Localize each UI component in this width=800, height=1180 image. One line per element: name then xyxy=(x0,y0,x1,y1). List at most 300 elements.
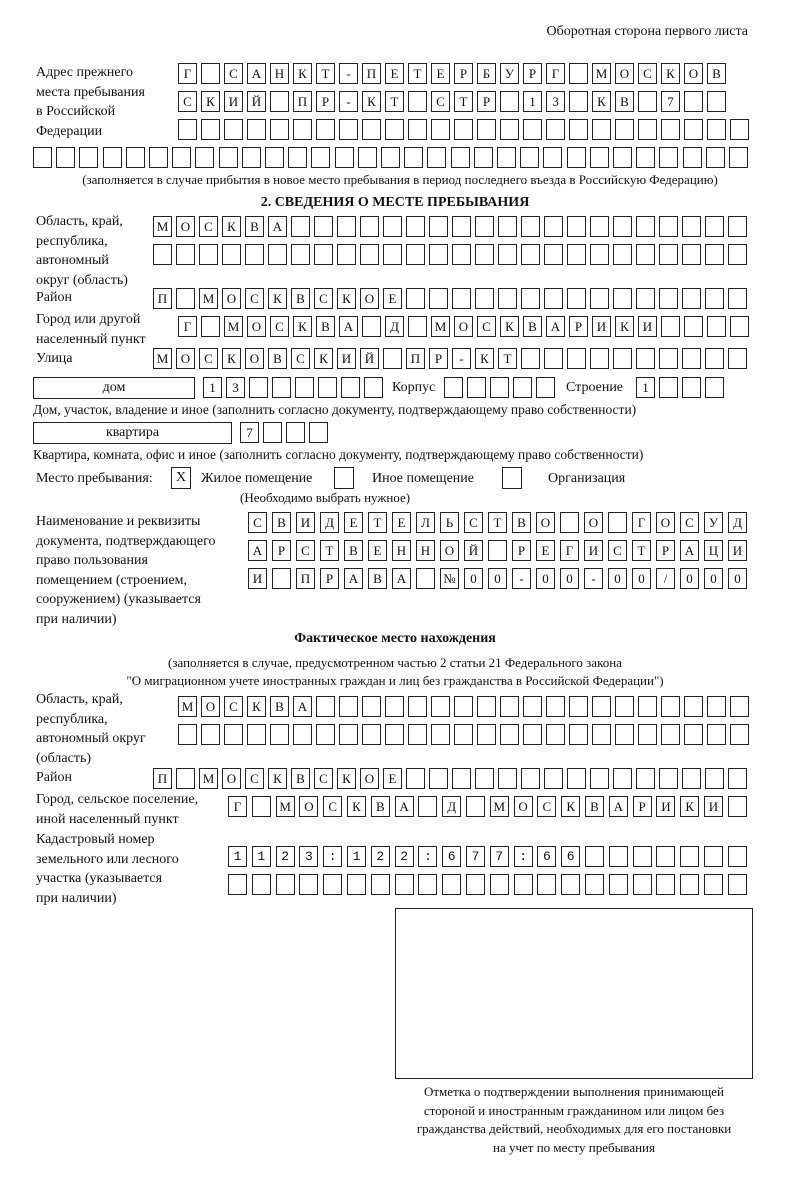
char-cell[interactable] xyxy=(661,119,680,140)
char-cell[interactable] xyxy=(442,846,461,867)
char-cell[interactable]: О xyxy=(454,316,473,337)
char-cell[interactable]: 0 xyxy=(560,568,579,589)
char-cell[interactable] xyxy=(567,216,586,237)
char-cell[interactable] xyxy=(252,796,271,817)
char-cell[interactable] xyxy=(592,696,611,717)
char-cell[interactable]: В xyxy=(615,91,634,112)
char-cell[interactable]: Й xyxy=(360,348,379,369)
char-cell[interactable] xyxy=(730,316,749,337)
char-cell[interactable] xyxy=(228,874,247,895)
char-cell[interactable] xyxy=(364,377,383,398)
char-cell[interactable]: Н xyxy=(416,540,435,561)
char-cell[interactable] xyxy=(406,768,425,789)
char-cell[interactable] xyxy=(537,874,556,895)
char-cell[interactable] xyxy=(452,244,471,265)
char-cell[interactable]: С xyxy=(323,796,342,817)
char-cell[interactable] xyxy=(500,91,519,112)
char-cell[interactable]: Г xyxy=(632,512,651,533)
char-cell[interactable]: Е xyxy=(431,63,450,84)
char-cell[interactable] xyxy=(263,422,282,443)
char-cell[interactable] xyxy=(615,696,634,717)
char-cell[interactable]: О xyxy=(201,696,220,717)
char-cell[interactable] xyxy=(659,348,678,369)
char-cell[interactable] xyxy=(659,216,678,237)
char-cell[interactable] xyxy=(520,147,539,168)
char-cell[interactable] xyxy=(126,147,145,168)
char-cell[interactable] xyxy=(661,316,680,337)
char-cell[interactable] xyxy=(513,377,532,398)
char-cell[interactable]: 3 xyxy=(546,91,565,112)
char-cell[interactable] xyxy=(569,63,588,84)
char-cell[interactable] xyxy=(705,216,724,237)
char-cell[interactable]: А xyxy=(344,568,363,589)
char-cell[interactable]: С xyxy=(199,348,218,369)
char-cell[interactable] xyxy=(276,846,295,867)
stay-option-organization-checkbox[interactable] xyxy=(502,467,522,489)
char-cell[interactable] xyxy=(585,846,604,867)
char-cell[interactable] xyxy=(466,796,485,817)
char-cell[interactable]: И xyxy=(592,316,611,337)
char-cell[interactable] xyxy=(590,348,609,369)
char-cell[interactable] xyxy=(500,696,519,717)
char-cell[interactable]: М xyxy=(490,796,509,817)
stay-option-residential-checkbox[interactable]: X xyxy=(171,467,191,489)
char-cell[interactable]: С xyxy=(608,540,627,561)
char-cell[interactable]: Р xyxy=(454,63,473,84)
char-cell[interactable]: 0 xyxy=(464,568,483,589)
char-cell[interactable]: К xyxy=(561,796,580,817)
char-cell[interactable]: Е xyxy=(368,540,387,561)
char-cell[interactable] xyxy=(452,768,471,789)
char-cell[interactable] xyxy=(339,724,358,745)
char-cell[interactable] xyxy=(316,724,335,745)
char-cell[interactable]: Й xyxy=(464,540,483,561)
char-cell[interactable] xyxy=(567,348,586,369)
char-cell[interactable]: А xyxy=(680,540,699,561)
char-cell[interactable]: - xyxy=(339,91,358,112)
char-cell[interactable]: С xyxy=(537,796,556,817)
char-cell[interactable] xyxy=(636,288,655,309)
char-cell[interactable] xyxy=(408,696,427,717)
char-cell[interactable]: П xyxy=(406,348,425,369)
char-cell[interactable]: Г xyxy=(178,63,197,84)
char-cell[interactable] xyxy=(454,696,473,717)
char-cell[interactable] xyxy=(466,874,485,895)
char-cell[interactable] xyxy=(638,91,657,112)
char-cell[interactable]: В xyxy=(344,540,363,561)
char-cell[interactable]: В xyxy=(291,288,310,309)
char-cell[interactable]: И xyxy=(638,316,657,337)
char-cell[interactable] xyxy=(291,244,310,265)
char-cell[interactable] xyxy=(636,216,655,237)
char-cell[interactable] xyxy=(339,696,358,717)
char-cell[interactable] xyxy=(514,846,533,867)
char-cell[interactable] xyxy=(728,768,747,789)
char-cell[interactable] xyxy=(684,316,703,337)
char-cell[interactable] xyxy=(276,874,295,895)
char-cell[interactable] xyxy=(704,846,723,867)
char-cell[interactable]: Т xyxy=(408,63,427,84)
char-cell[interactable] xyxy=(337,244,356,265)
char-cell[interactable]: 1 xyxy=(523,91,542,112)
char-cell[interactable]: Е xyxy=(383,288,402,309)
char-cell[interactable] xyxy=(176,288,195,309)
char-cell[interactable]: К xyxy=(293,63,312,84)
char-cell[interactable] xyxy=(270,724,289,745)
char-cell[interactable]: У xyxy=(500,63,519,84)
char-cell[interactable]: К xyxy=(347,796,366,817)
char-cell[interactable]: Д xyxy=(728,512,747,533)
char-cell[interactable]: С xyxy=(245,768,264,789)
char-cell[interactable]: А xyxy=(546,316,565,337)
char-cell[interactable]: И xyxy=(584,540,603,561)
char-cell[interactable] xyxy=(544,768,563,789)
char-cell[interactable] xyxy=(615,119,634,140)
char-cell[interactable] xyxy=(682,288,701,309)
char-cell[interactable] xyxy=(638,119,657,140)
char-cell[interactable] xyxy=(339,119,358,140)
char-cell[interactable] xyxy=(569,91,588,112)
char-cell[interactable] xyxy=(659,244,678,265)
char-cell[interactable]: 0 xyxy=(680,568,699,589)
char-cell[interactable] xyxy=(656,846,675,867)
char-cell[interactable] xyxy=(590,768,609,789)
char-cell[interactable]: О xyxy=(247,316,266,337)
char-cell[interactable]: Е xyxy=(385,63,404,84)
char-cell[interactable]: А xyxy=(293,696,312,717)
char-cell[interactable]: С xyxy=(314,768,333,789)
char-cell[interactable]: О xyxy=(360,288,379,309)
char-cell[interactable] xyxy=(288,147,307,168)
char-cell[interactable] xyxy=(728,288,747,309)
char-cell[interactable] xyxy=(56,147,75,168)
char-cell[interactable]: К xyxy=(661,63,680,84)
char-cell[interactable] xyxy=(385,724,404,745)
char-cell[interactable] xyxy=(314,244,333,265)
char-cell[interactable] xyxy=(706,147,725,168)
char-cell[interactable] xyxy=(659,377,678,398)
char-cell[interactable] xyxy=(311,147,330,168)
char-cell[interactable]: Н xyxy=(392,540,411,561)
char-cell[interactable] xyxy=(592,119,611,140)
char-cell[interactable]: К xyxy=(314,348,333,369)
char-cell[interactable] xyxy=(201,316,220,337)
char-cell[interactable]: 0 xyxy=(728,568,747,589)
char-cell[interactable]: У xyxy=(704,512,723,533)
char-cell[interactable]: О xyxy=(222,768,241,789)
char-cell[interactable] xyxy=(521,348,540,369)
char-cell[interactable]: И xyxy=(704,796,723,817)
char-cell[interactable]: 0 xyxy=(632,568,651,589)
char-cell[interactable] xyxy=(636,244,655,265)
char-cell[interactable]: М xyxy=(199,768,218,789)
char-cell[interactable]: О xyxy=(615,63,634,84)
char-cell[interactable]: С xyxy=(680,512,699,533)
char-cell[interactable]: М xyxy=(178,696,197,717)
char-cell[interactable] xyxy=(299,846,318,867)
char-cell[interactable]: В xyxy=(316,316,335,337)
char-cell[interactable] xyxy=(730,119,749,140)
char-cell[interactable]: О xyxy=(536,512,555,533)
char-cell[interactable] xyxy=(201,63,220,84)
char-cell[interactable]: А xyxy=(248,540,267,561)
char-cell[interactable] xyxy=(521,768,540,789)
char-cell[interactable]: 1 xyxy=(636,377,655,398)
char-cell[interactable] xyxy=(268,244,287,265)
char-cell[interactable] xyxy=(656,874,675,895)
char-cell[interactable] xyxy=(561,874,580,895)
char-cell[interactable]: А xyxy=(609,796,628,817)
char-cell[interactable] xyxy=(475,288,494,309)
char-cell[interactable]: С xyxy=(178,91,197,112)
char-cell[interactable]: Д xyxy=(442,796,461,817)
char-cell[interactable]: В xyxy=(270,696,289,717)
char-cell[interactable] xyxy=(567,244,586,265)
char-cell[interactable] xyxy=(385,119,404,140)
char-cell[interactable]: Т xyxy=(632,540,651,561)
char-cell[interactable] xyxy=(543,147,562,168)
char-cell[interactable] xyxy=(429,216,448,237)
char-cell[interactable]: Р xyxy=(320,568,339,589)
char-cell[interactable] xyxy=(609,874,628,895)
char-cell[interactable] xyxy=(341,377,360,398)
char-cell[interactable]: Г xyxy=(228,796,247,817)
char-cell[interactable] xyxy=(728,216,747,237)
char-cell[interactable]: В xyxy=(707,63,726,84)
char-cell[interactable]: К xyxy=(268,768,287,789)
char-cell[interactable]: Д xyxy=(320,512,339,533)
char-cell[interactable] xyxy=(567,147,586,168)
char-cell[interactable]: / xyxy=(656,568,675,589)
cadastral-row-2[interactable] xyxy=(228,874,757,896)
char-cell[interactable]: - xyxy=(452,348,471,369)
char-cell[interactable] xyxy=(452,288,471,309)
char-cell[interactable] xyxy=(546,119,565,140)
char-cell[interactable] xyxy=(362,724,381,745)
char-cell[interactable] xyxy=(636,348,655,369)
char-cell[interactable]: Т xyxy=(488,512,507,533)
char-cell[interactable]: А xyxy=(247,63,266,84)
char-cell[interactable] xyxy=(201,119,220,140)
char-cell[interactable] xyxy=(444,377,463,398)
char-cell[interactable] xyxy=(153,244,172,265)
char-cell[interactable] xyxy=(705,288,724,309)
char-cell[interactable] xyxy=(431,696,450,717)
char-cell[interactable] xyxy=(659,147,678,168)
char-cell[interactable] xyxy=(705,768,724,789)
char-cell[interactable] xyxy=(309,422,328,443)
char-cell[interactable]: Р xyxy=(272,540,291,561)
char-cell[interactable] xyxy=(347,846,366,867)
char-cell[interactable]: К xyxy=(293,316,312,337)
char-cell[interactable] xyxy=(249,377,268,398)
char-cell[interactable] xyxy=(418,796,437,817)
char-cell[interactable] xyxy=(560,512,579,533)
char-cell[interactable] xyxy=(295,377,314,398)
char-cell[interactable] xyxy=(318,377,337,398)
char-cell[interactable] xyxy=(613,244,632,265)
char-cell[interactable] xyxy=(265,147,284,168)
char-cell[interactable] xyxy=(590,216,609,237)
char-cell[interactable]: И xyxy=(296,512,315,533)
char-cell[interactable] xyxy=(636,768,655,789)
char-cell[interactable] xyxy=(497,147,516,168)
char-cell[interactable] xyxy=(383,216,402,237)
char-cell[interactable]: В xyxy=(268,348,287,369)
char-cell[interactable]: Н xyxy=(270,63,289,84)
char-cell[interactable] xyxy=(245,244,264,265)
char-cell[interactable]: А xyxy=(392,568,411,589)
char-cell[interactable]: 0 xyxy=(536,568,555,589)
char-cell[interactable]: К xyxy=(201,91,220,112)
char-cell[interactable]: П xyxy=(153,768,172,789)
char-cell[interactable] xyxy=(592,724,611,745)
char-cell[interactable] xyxy=(500,724,519,745)
char-cell[interactable] xyxy=(429,244,448,265)
char-cell[interactable] xyxy=(561,846,580,867)
char-cell[interactable]: Р xyxy=(429,348,448,369)
char-cell[interactable] xyxy=(728,348,747,369)
char-cell[interactable] xyxy=(613,348,632,369)
char-cell[interactable] xyxy=(466,846,485,867)
char-cell[interactable] xyxy=(680,874,699,895)
char-cell[interactable] xyxy=(408,119,427,140)
char-cell[interactable] xyxy=(408,724,427,745)
char-cell[interactable]: М xyxy=(224,316,243,337)
char-cell[interactable] xyxy=(228,846,247,867)
house-type-field[interactable]: дом xyxy=(33,377,195,399)
char-cell[interactable]: М xyxy=(199,288,218,309)
char-cell[interactable]: И xyxy=(248,568,267,589)
char-cell[interactable]: В xyxy=(291,768,310,789)
char-cell[interactable]: В xyxy=(272,512,291,533)
char-cell[interactable]: С xyxy=(477,316,496,337)
char-cell[interactable]: Т xyxy=(454,91,473,112)
char-cell[interactable] xyxy=(222,244,241,265)
char-cell[interactable] xyxy=(149,147,168,168)
char-cell[interactable]: М xyxy=(276,796,295,817)
char-cell[interactable]: К xyxy=(247,696,266,717)
char-cell[interactable]: Т xyxy=(320,540,339,561)
char-cell[interactable]: О xyxy=(440,540,459,561)
char-cell[interactable]: О xyxy=(222,288,241,309)
char-cell[interactable] xyxy=(633,874,652,895)
char-cell[interactable] xyxy=(707,696,726,717)
char-cell[interactable] xyxy=(178,119,197,140)
char-cell[interactable] xyxy=(638,724,657,745)
char-cell[interactable]: К xyxy=(268,288,287,309)
char-cell[interactable]: Р xyxy=(316,91,335,112)
char-cell[interactable]: Е xyxy=(383,768,402,789)
char-cell[interactable] xyxy=(477,119,496,140)
char-cell[interactable] xyxy=(252,846,271,867)
char-cell[interactable] xyxy=(707,91,726,112)
char-cell[interactable] xyxy=(33,147,52,168)
char-cell[interactable] xyxy=(201,724,220,745)
apartment-type-field[interactable]: квартира xyxy=(33,422,232,444)
char-cell[interactable] xyxy=(707,119,726,140)
char-cell[interactable]: В xyxy=(523,316,542,337)
char-cell[interactable]: С xyxy=(199,216,218,237)
char-cell[interactable]: Г xyxy=(546,63,565,84)
char-cell[interactable]: В xyxy=(512,512,531,533)
char-cell[interactable] xyxy=(79,147,98,168)
char-cell[interactable] xyxy=(521,288,540,309)
char-cell[interactable] xyxy=(383,348,402,369)
char-cell[interactable] xyxy=(567,768,586,789)
char-cell[interactable] xyxy=(418,874,437,895)
char-cell[interactable] xyxy=(546,724,565,745)
char-cell[interactable]: И xyxy=(337,348,356,369)
char-cell[interactable] xyxy=(247,724,266,745)
char-cell[interactable] xyxy=(705,244,724,265)
char-cell[interactable] xyxy=(661,696,680,717)
char-cell[interactable]: К xyxy=(500,316,519,337)
char-cell[interactable] xyxy=(293,724,312,745)
char-cell[interactable] xyxy=(381,147,400,168)
char-cell[interactable]: С xyxy=(291,348,310,369)
char-cell[interactable]: О xyxy=(176,216,195,237)
char-cell[interactable] xyxy=(523,119,542,140)
char-cell[interactable]: И xyxy=(656,796,675,817)
char-cell[interactable] xyxy=(431,724,450,745)
char-cell[interactable] xyxy=(454,119,473,140)
char-cell[interactable]: № xyxy=(440,568,459,589)
char-cell[interactable] xyxy=(704,874,723,895)
char-cell[interactable]: В xyxy=(585,796,604,817)
char-cell[interactable]: 0 xyxy=(488,568,507,589)
char-cell[interactable]: Р xyxy=(523,63,542,84)
char-cell[interactable] xyxy=(613,288,632,309)
char-cell[interactable] xyxy=(270,91,289,112)
char-cell[interactable]: О xyxy=(299,796,318,817)
char-cell[interactable]: Т xyxy=(498,348,517,369)
stay-option-other-checkbox[interactable] xyxy=(334,467,354,489)
char-cell[interactable] xyxy=(490,377,509,398)
char-cell[interactable] xyxy=(475,768,494,789)
char-cell[interactable]: С xyxy=(638,63,657,84)
char-cell[interactable] xyxy=(730,724,749,745)
char-cell[interactable]: О xyxy=(245,348,264,369)
char-cell[interactable] xyxy=(680,846,699,867)
char-cell[interactable] xyxy=(385,696,404,717)
char-cell[interactable] xyxy=(406,216,425,237)
char-cell[interactable] xyxy=(523,724,542,745)
char-cell[interactable] xyxy=(442,874,461,895)
char-cell[interactable]: С xyxy=(270,316,289,337)
char-cell[interactable] xyxy=(569,724,588,745)
char-cell[interactable] xyxy=(609,846,628,867)
char-cell[interactable]: С xyxy=(224,696,243,717)
char-cell[interactable] xyxy=(176,768,195,789)
char-cell[interactable] xyxy=(272,568,291,589)
char-cell[interactable]: И xyxy=(728,540,747,561)
char-cell[interactable]: А xyxy=(339,316,358,337)
char-cell[interactable]: Ц xyxy=(704,540,723,561)
char-cell[interactable] xyxy=(316,119,335,140)
char-cell[interactable] xyxy=(219,147,238,168)
char-cell[interactable]: О xyxy=(656,512,675,533)
char-cell[interactable]: Р xyxy=(633,796,652,817)
char-cell[interactable]: К xyxy=(222,216,241,237)
char-cell[interactable]: Р xyxy=(477,91,496,112)
char-cell[interactable] xyxy=(429,768,448,789)
char-cell[interactable] xyxy=(514,874,533,895)
char-cell[interactable] xyxy=(537,846,556,867)
char-cell[interactable] xyxy=(195,147,214,168)
char-cell[interactable] xyxy=(633,846,652,867)
char-cell[interactable]: В xyxy=(245,216,264,237)
